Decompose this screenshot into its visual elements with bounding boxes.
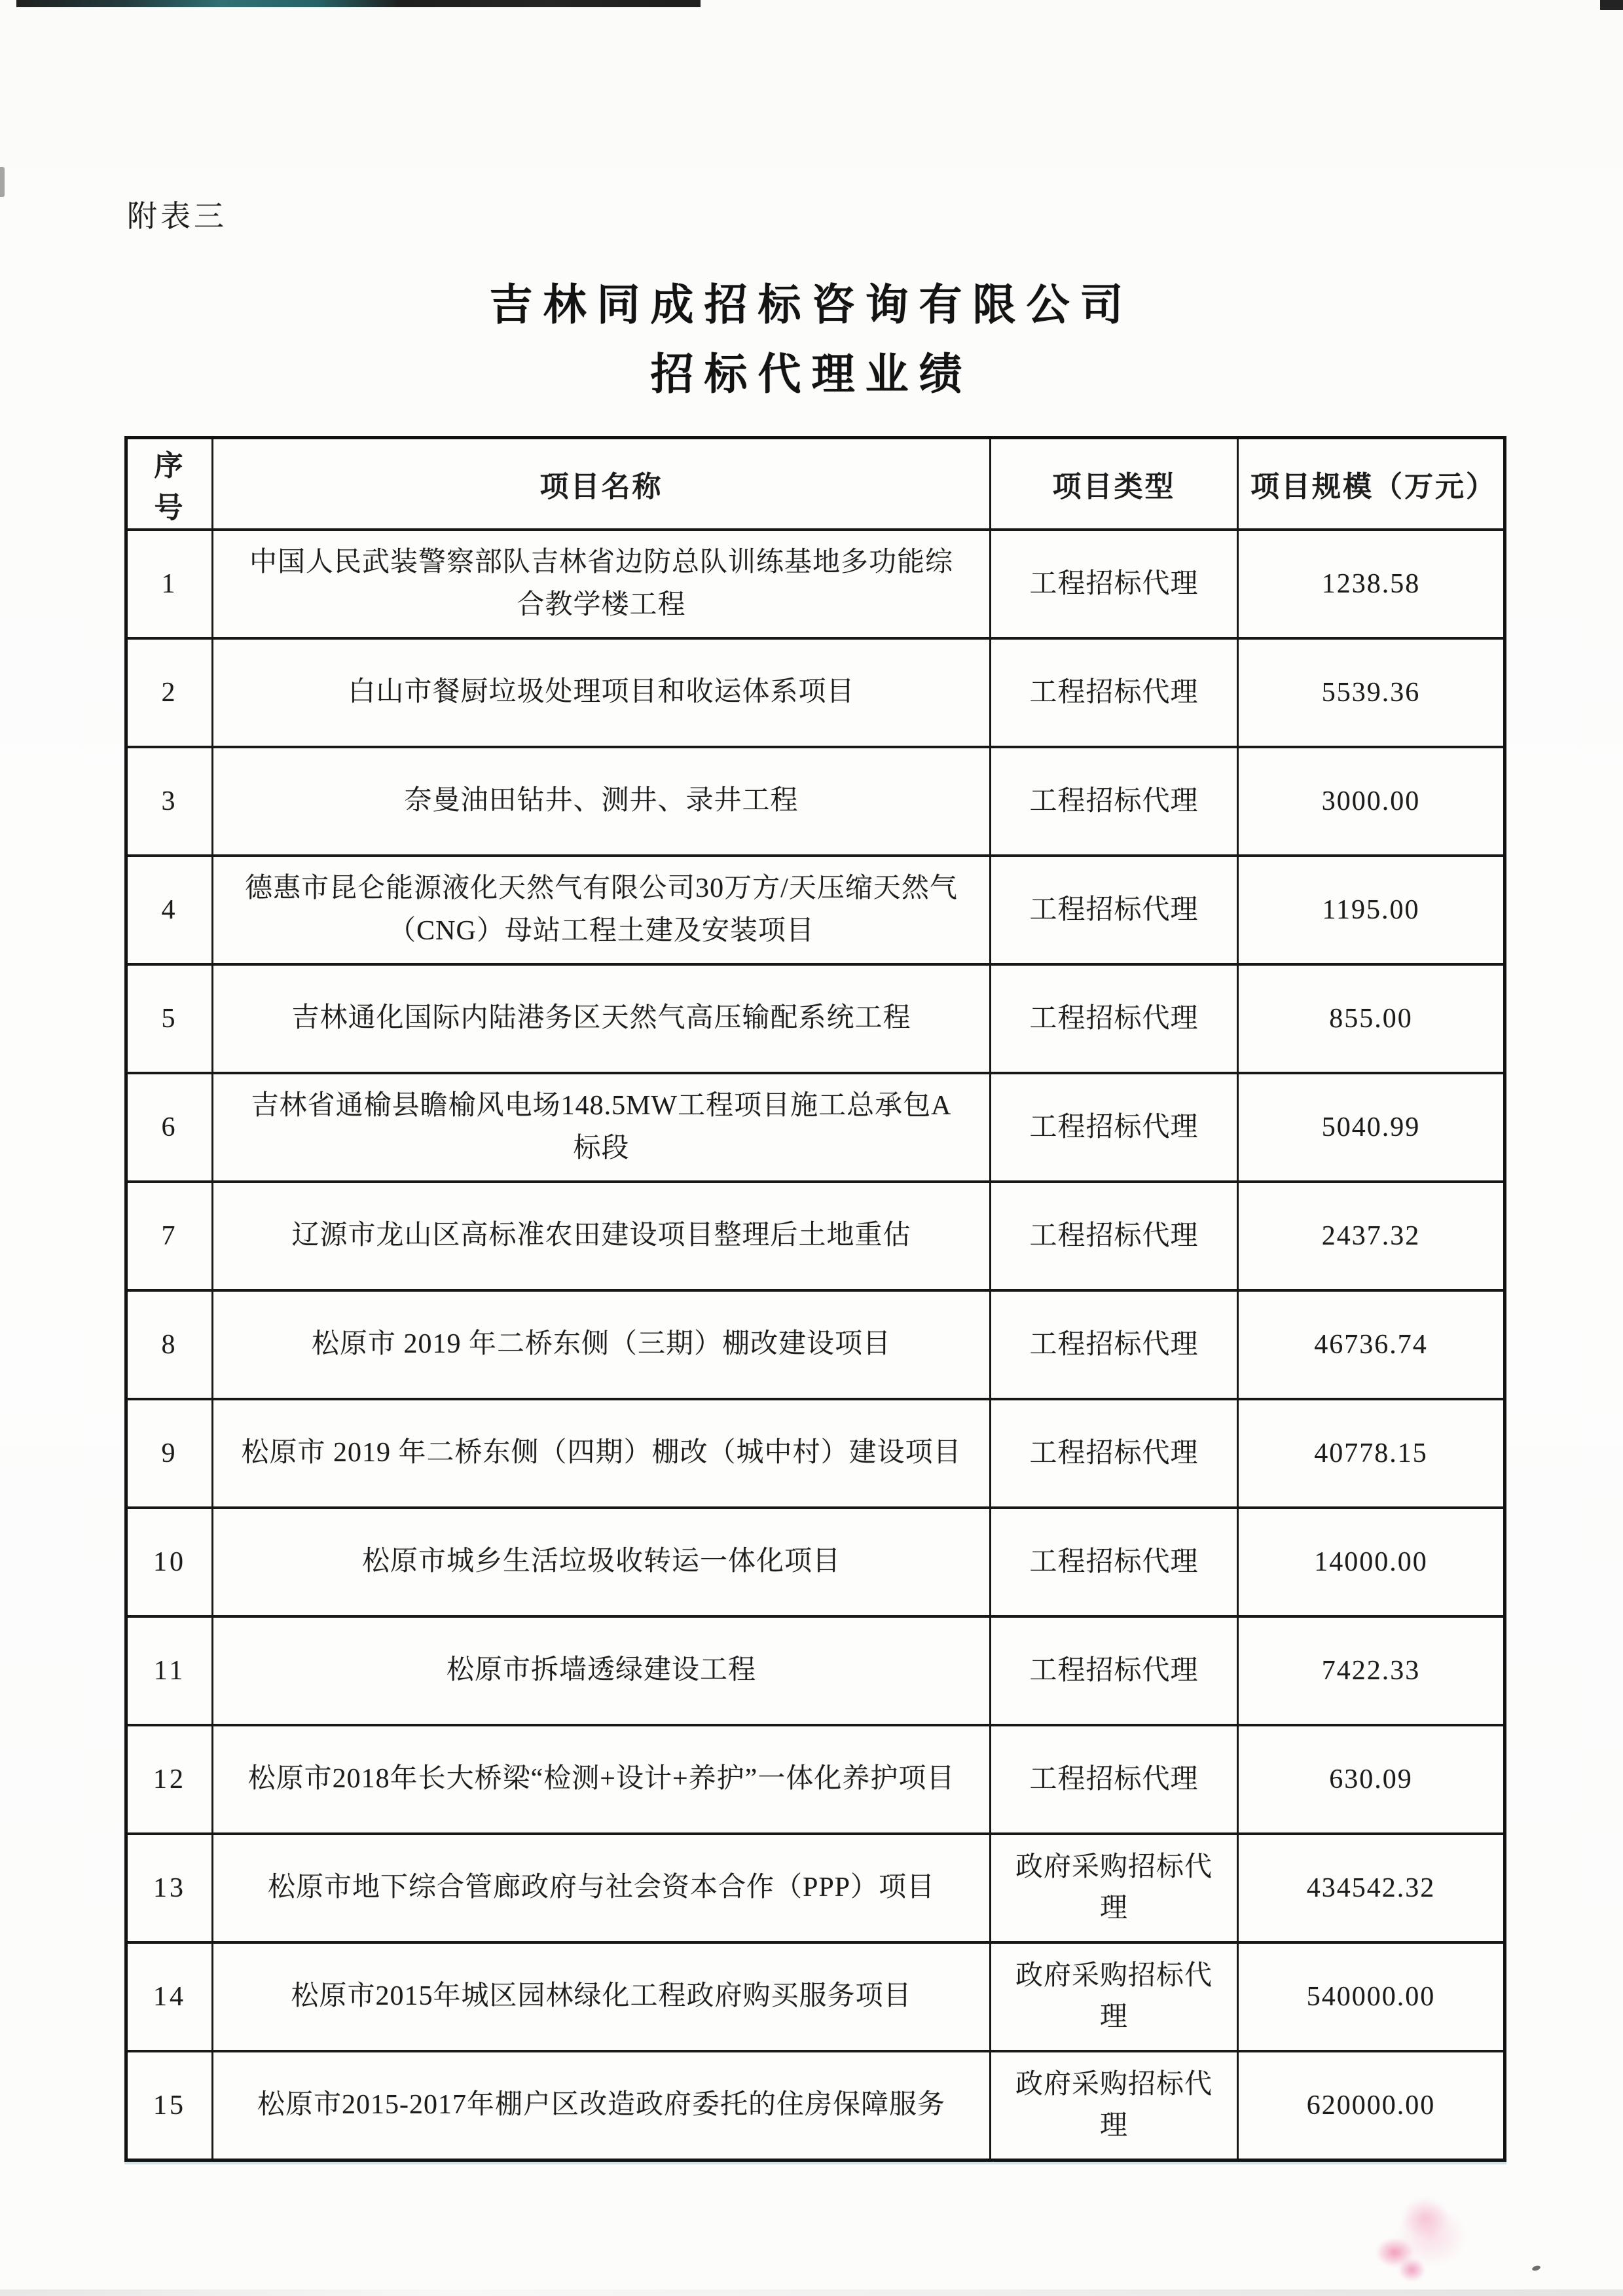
- table-row: [126, 964, 1505, 1073]
- cell-project-scale: 1195.00: [1238, 856, 1505, 964]
- cell-row-number: 8: [126, 1290, 213, 1399]
- cell-project-type: 工程招标代理: [991, 1616, 1238, 1725]
- performance-table: [124, 436, 1506, 2162]
- cell-project-type: 工程招标代理: [991, 1290, 1238, 1399]
- cell-project-name: 吉林省通榆县瞻榆风电场148.5MW工程项目施工总承包A标段: [213, 1073, 991, 1182]
- table-row: [126, 1508, 1505, 1616]
- cell-row-number: 5: [126, 964, 213, 1073]
- col-header-type: 项目类型: [991, 438, 1238, 530]
- cell-project-scale: 3000.00: [1238, 747, 1505, 856]
- attachment-tag: 附表三: [127, 200, 227, 233]
- cell-project-name: 松原市 2019 年二桥东侧（四期）棚改（城中村）建设项目: [213, 1399, 991, 1508]
- cell-project-type: 工程招标代理: [991, 1508, 1238, 1616]
- col-header-no: 序号: [126, 438, 213, 530]
- cell-project-type: 工程招标代理: [991, 638, 1238, 747]
- doc-title-line2: 招标代理业绩: [650, 351, 973, 399]
- table-row: [126, 747, 1505, 856]
- cell-project-name: 奈曼油田钻井、测井、录井工程: [213, 747, 991, 856]
- cell-row-number: 1: [126, 530, 213, 638]
- cell-project-name: 中国人民武装警察部队吉林省边防总队训练基地多功能综合教学楼工程: [213, 530, 991, 638]
- cell-project-type: 工程招标代理: [991, 1073, 1238, 1182]
- cell-project-scale: 1238.58: [1238, 530, 1505, 638]
- cell-project-name: 白山市餐厨垃圾处理项目和收运体系项目: [213, 638, 991, 747]
- doc-title-line1: 吉林同成招标咨询有限公司: [489, 282, 1134, 329]
- cell-project-name: 松原市2015-2017年棚户区改造政府委托的住房保障服务: [213, 2051, 991, 2160]
- cell-project-name: 松原市2015年城区园林绿化工程政府购买服务项目: [213, 1942, 991, 2051]
- cell-project-name: 德惠市昆仑能源液化天然气有限公司30万方/天压缩天然气（CNG）母站工程土建及安装项目: [213, 856, 991, 964]
- table-row: [126, 1073, 1505, 1182]
- cell-project-scale: 540000.00: [1238, 1942, 1505, 2051]
- scan-edge-bottom-artifact: [0, 2289, 1623, 2296]
- table-row: [126, 1942, 1505, 2051]
- cell-project-scale: 40778.15: [1238, 1399, 1505, 1508]
- scan-edge-top-strip-artifact: [16, 0, 701, 7]
- cell-project-type: 政府采购招标代理: [991, 1942, 1238, 2051]
- cell-row-number: 10: [126, 1508, 213, 1616]
- cell-project-name: 松原市2018年长大桥梁“检测+设计+养护”一体化养护项目: [213, 1725, 991, 1834]
- doc-title: [0, 271, 1623, 410]
- cell-project-scale: 2437.32: [1238, 1182, 1505, 1290]
- cell-project-scale: 620000.00: [1238, 2051, 1505, 2160]
- cell-project-scale: 434542.32: [1238, 1834, 1505, 1942]
- cell-row-number: 14: [126, 1942, 213, 2051]
- cell-project-scale: 14000.00: [1238, 1508, 1505, 1616]
- cell-project-type: 工程招标代理: [991, 530, 1238, 638]
- cell-project-type: 政府采购招标代理: [991, 2051, 1238, 2160]
- cell-project-name: 松原市城乡生活垃圾收转运一体化项目: [213, 1508, 991, 1616]
- cell-row-number: 3: [126, 747, 213, 856]
- table-row: [126, 1616, 1505, 1725]
- cell-project-scale: 7422.33: [1238, 1616, 1505, 1725]
- cell-project-type: 工程招标代理: [991, 1725, 1238, 1834]
- cell-project-scale: 5539.36: [1238, 638, 1505, 747]
- cell-project-type: 工程招标代理: [991, 1182, 1238, 1290]
- cell-row-number: 9: [126, 1399, 213, 1508]
- cell-row-number: 11: [126, 1616, 213, 1725]
- cell-project-scale: 855.00: [1238, 964, 1505, 1073]
- pink-ink-smudge-artifact: [1359, 2177, 1480, 2285]
- col-header-name: 项目名称: [213, 438, 991, 530]
- table-row: [126, 1290, 1505, 1399]
- cell-project-scale: 630.09: [1238, 1725, 1505, 1834]
- scan-edge-corner-artifact: [1600, 0, 1623, 10]
- table-body: [126, 530, 1505, 2160]
- cell-project-scale: 46736.74: [1238, 1290, 1505, 1399]
- cell-row-number: 2: [126, 638, 213, 747]
- table-row: [126, 1725, 1505, 1834]
- cell-row-number: 12: [126, 1725, 213, 1834]
- cell-project-type: 工程招标代理: [991, 1399, 1238, 1508]
- cell-project-type: 工程招标代理: [991, 856, 1238, 964]
- cell-row-number: 6: [126, 1073, 213, 1182]
- cell-project-name: 吉林通化国际内陆港务区天然气高压输配系统工程: [213, 964, 991, 1073]
- cell-row-number: 13: [126, 1834, 213, 1942]
- cell-project-name: 松原市拆墙透绿建设工程: [213, 1616, 991, 1725]
- cell-project-type: 工程招标代理: [991, 964, 1238, 1073]
- table-row: [126, 530, 1505, 638]
- cell-project-name: 松原市 2019 年二桥东侧（三期）棚改建设项目: [213, 1290, 991, 1399]
- cell-row-number: 7: [126, 1182, 213, 1290]
- table-row: [126, 1834, 1505, 1942]
- cell-project-scale: 5040.99: [1238, 1073, 1505, 1182]
- table-row: [126, 1182, 1505, 1290]
- table-row: [126, 638, 1505, 747]
- table-header-row: [126, 438, 1505, 530]
- cell-row-number: 4: [126, 856, 213, 964]
- table-row: [126, 2051, 1505, 2160]
- table-row: [126, 856, 1505, 964]
- cell-project-type: 工程招标代理: [991, 747, 1238, 856]
- table-row: [126, 1399, 1505, 1508]
- cell-row-number: 15: [126, 2051, 213, 2160]
- scan-edge-left-artifact: [0, 167, 5, 197]
- col-header-scale: 项目规模（万元）: [1238, 438, 1505, 530]
- cell-project-name: 松原市地下综合管廊政府与社会资本合作（PPP）项目: [213, 1834, 991, 1942]
- cell-project-type: 政府采购招标代理: [991, 1834, 1238, 1942]
- cell-project-name: 辽源市龙山区高标准农田建设项目整理后土地重估: [213, 1182, 991, 1290]
- dark-speck-artifact: [1531, 2265, 1541, 2272]
